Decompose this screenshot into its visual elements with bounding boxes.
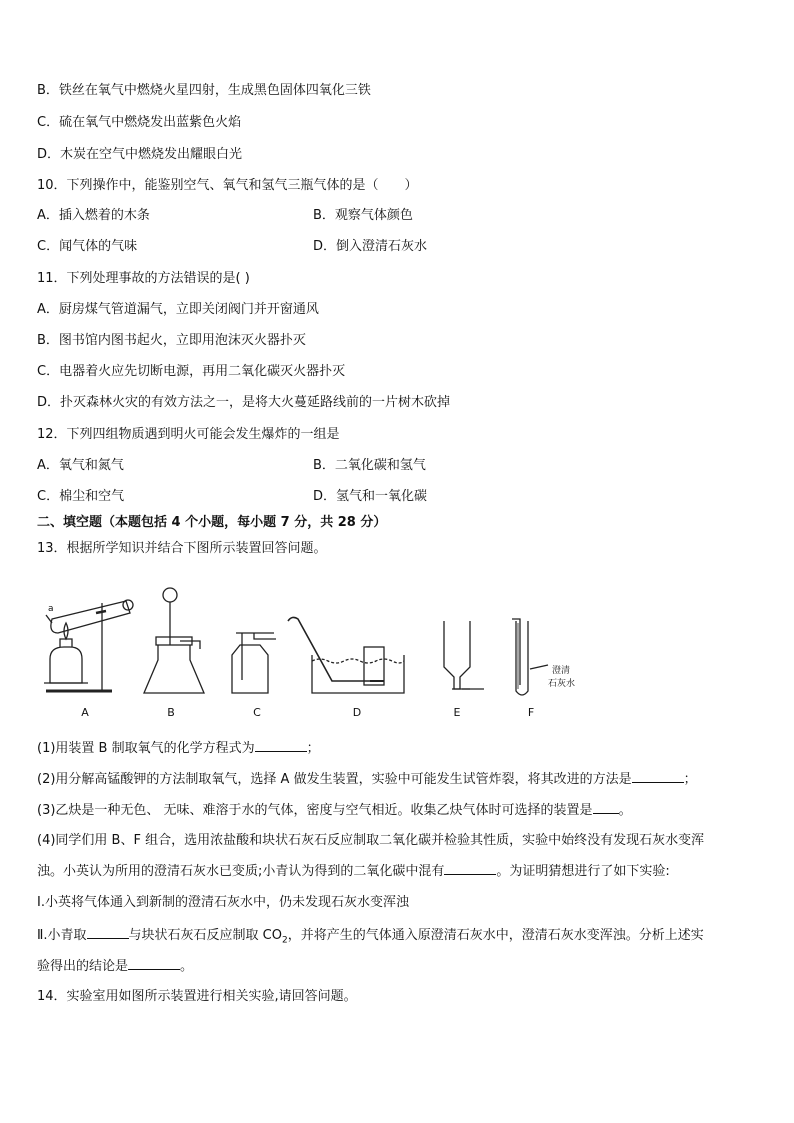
apparatus-e-drawing (444, 621, 484, 689)
q10-option-d: D．倒入澄清石灰水 (313, 239, 428, 254)
q13-part-2-end: ； (683, 772, 697, 787)
q13-part-3-end: 。 (618, 803, 632, 818)
q13-part-4b (37, 862, 670, 881)
q13-part-4b-text-2: 。为证明猜想进行了如下实验: (496, 864, 670, 879)
label-limewater-1: 澄清 (552, 666, 571, 676)
q11-option-d: D．扑灭森林火灾的有效方法之一，是将大火蔓延路线前的一片树木砍掉 (37, 395, 451, 410)
q9-option-b: B．铁丝在氧气中燃烧火星四射，生成黑色固体四氧化三铁 (37, 83, 371, 98)
q13-part-1 (37, 739, 320, 758)
q12-option-d: D．氢气和一氧化碳 (313, 489, 428, 504)
q13-part-4b-text-1: 浊。小英认为所用的澄清石灰水已变质;小青认为得到的二氧化碳中混有 (37, 864, 445, 879)
q13-part-2-text: (2)用分解高锰酸钾的方法制取氧气，选择 A 做发生装置，实验中可能发生试管炸裂，将其改进的方法是 (37, 772, 632, 787)
q13-experiment-2-text-3: ，并将产生的气体通入原澄清石灰水中，澄清石灰水变浑浊。分析上述实 (287, 928, 704, 943)
answer-blank[interactable] (444, 862, 496, 875)
apparatus-label-f: F (527, 706, 535, 719)
apparatus-f-drawing (512, 619, 548, 695)
q13-experiment-2-text-2: 与块状石灰石反应制取 CO (128, 928, 282, 943)
q10-stem: 10．下列操作中，能鉴别空气、氧气和氢气三瓶气体的是（ ） (37, 178, 418, 193)
q13-part-2 (37, 770, 697, 789)
q13-part-3-text: (3)乙炔是一种无色、 无味、难溶于水的气体，密度与空气相近。收集乙炔气体时可选择的装置是 (37, 803, 593, 818)
label-limewater-2: 石灰水 (548, 679, 576, 689)
q13-part-4a: (4)同学们用 B、F 组合，选用浓盐酸和块状石灰石反应制取二氧化碳并检验其性质，实验中始终没有发现石灰水变浑 (37, 833, 705, 848)
q12-stem: 12．下列四组物质遇到明火可能会发生爆炸的一组是 (37, 427, 340, 442)
answer-blank[interactable] (593, 801, 619, 814)
q10-option-a: A．插入燃着的木条 (37, 208, 150, 223)
apparatus-label-d: D (352, 706, 362, 719)
answer-blank[interactable] (255, 739, 307, 752)
apparatus-label-b: B (167, 706, 175, 719)
q9-option-d: D．木炭在空气中燃烧发出耀眼白光 (37, 147, 243, 162)
q13-part-3 (37, 801, 632, 820)
q13-part-1-text: (1)用装置 B 制取氧气的化学方程式为 (37, 741, 255, 756)
apparatus-figure (40, 585, 600, 725)
q13-conclusion-text: 验得出的结论是 (37, 959, 129, 974)
label-a-small: a (48, 604, 54, 614)
apparatus-label-a: A (81, 706, 89, 719)
apparatus-b-drawing (144, 588, 204, 693)
q11-option-c: C．电器着火应先切断电源，再用二氧化碳灭火器扑灭 (37, 364, 346, 379)
q10-option-b: B．观察气体颜色 (313, 208, 413, 223)
apparatus-label-e: E (453, 706, 461, 719)
q13-conclusion (37, 957, 193, 976)
q11-option-b: B．图书馆内图书起火，立即用泡沫灭火器扑灭 (37, 333, 306, 348)
apparatus-c-drawing (232, 633, 276, 693)
q13-part-1-end: ； (306, 741, 320, 756)
co2-subscript: 2 (281, 935, 288, 946)
q12-option-c: C．棉尘和空气 (37, 489, 125, 504)
apparatus-a-drawing (44, 600, 133, 691)
q13-conclusion-end: 。 (180, 959, 194, 974)
answer-blank[interactable] (128, 957, 180, 970)
q14-stem: 14．实验室用如图所示装置进行相关实验,请回答问题。 (37, 989, 357, 1004)
q13-stem: 13．根据所学知识并结合下图所示装置回答问题。 (37, 541, 327, 556)
section-heading: 二、填空题（本题包括 4 个小题，每小题 7 分，共 28 分） (37, 515, 387, 530)
q10-option-c: C．闻气体的气味 (37, 239, 138, 254)
apparatus-d-drawing (288, 617, 404, 693)
apparatus-label-c: C (253, 706, 261, 719)
q12-option-a: A．氧气和氮气 (37, 458, 124, 473)
q13-experiment-1: Ⅰ.小英将气体通入到新制的澄清石灰水中，仍未发现石灰水变浑浊 (37, 895, 409, 910)
answer-blank[interactable] (632, 770, 684, 783)
answer-blank[interactable] (87, 926, 129, 939)
q13-experiment-2 (37, 926, 704, 950)
q11-stem: 11．下列处理事故的方法错误的是( ) (37, 271, 250, 286)
q12-option-b: B．二氧化碳和氢气 (313, 458, 426, 473)
q9-option-c: C．硫在氧气中燃烧发出蓝紫色火焰 (37, 115, 242, 130)
q11-option-a: A．厨房煤气管道漏气，立即关闭阀门并开窗通风 (37, 302, 319, 317)
q13-experiment-2-text-1: Ⅱ.小青取 (37, 928, 87, 943)
